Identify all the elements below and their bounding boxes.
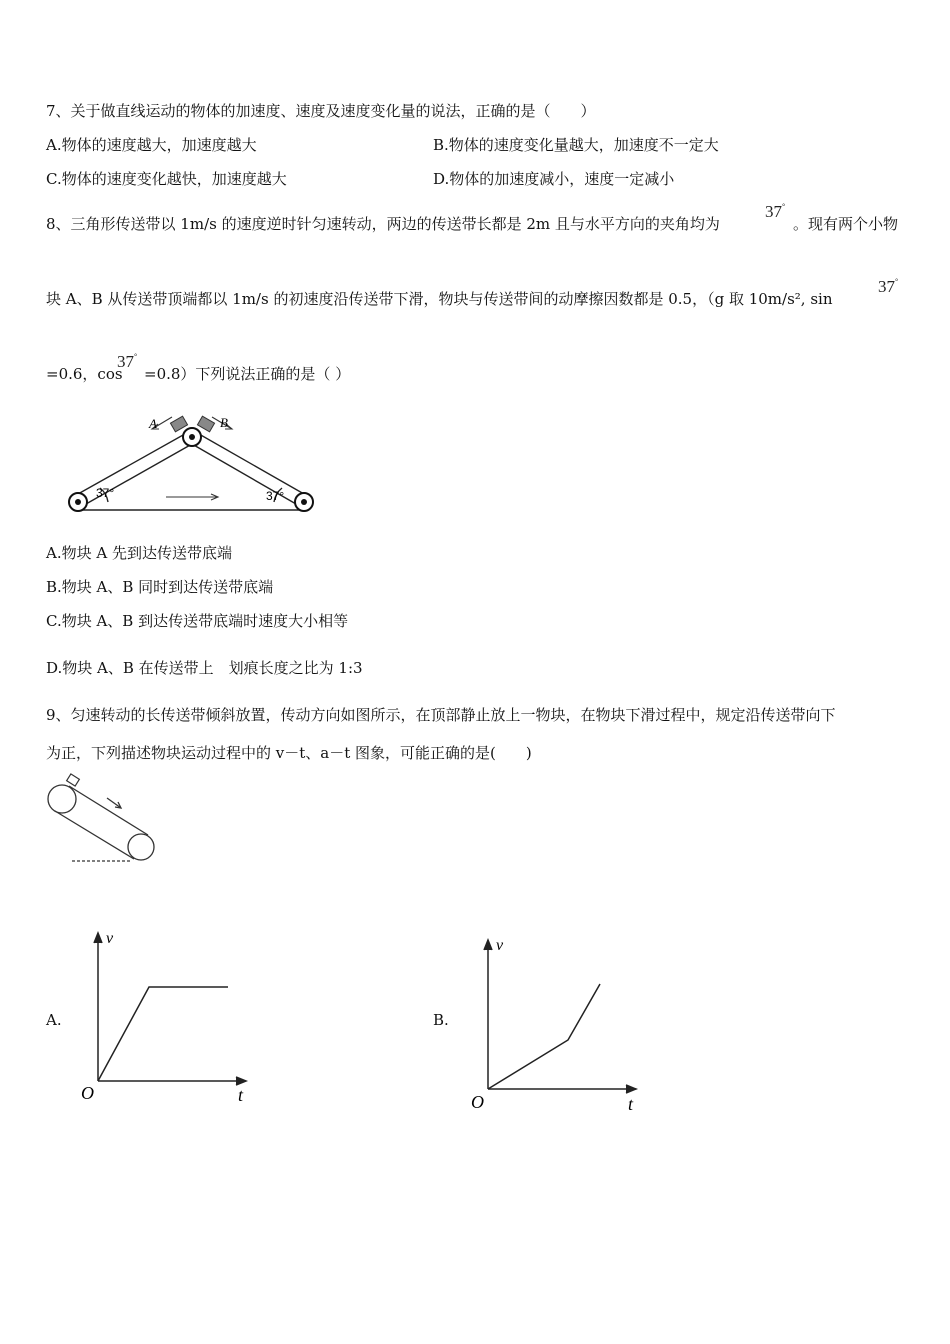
y-arrow-icon xyxy=(94,933,102,943)
angle-value: 37 xyxy=(117,352,134,371)
axis-y-label: v xyxy=(106,930,114,947)
right-pulley-icon xyxy=(295,493,313,511)
q8-option-c: C.物块 A、B 到达传送带底端时速度大小相等 xyxy=(46,612,349,630)
angle-right-label: 37° xyxy=(266,489,285,503)
q8-option-a: A.物块 A 先到达传送带底端 xyxy=(46,544,232,562)
angle-value: 37 xyxy=(765,202,782,221)
q8-angle-1: 37° xyxy=(765,202,786,221)
right-belt-upper xyxy=(192,430,304,494)
q9-line1: 9、匀速转动的长传送带倾斜放置，传动方向如图所示，在顶部静止放上一物块，在物块下滑过程中，规定沿传送带向下 xyxy=(46,706,836,724)
q8-option-d: D.物块 A、B 在传送带上 划痕长度之比为 1:3 xyxy=(46,659,363,677)
q9-incline-figure xyxy=(44,772,160,864)
belt-bottom xyxy=(55,811,134,859)
q8-line3-b: =0.8）下列说法正确的是（ ） xyxy=(144,365,351,383)
x-arrow-icon xyxy=(236,1077,246,1085)
origin-label: O xyxy=(81,1083,94,1103)
q7-option-b: B.物体的速度变化量越大，加速度不一定大 xyxy=(433,136,719,154)
upper-roller-icon xyxy=(48,785,76,813)
q7-option-a: A.物体的速度越大，加速度越大 xyxy=(46,136,257,154)
q9-line2: 为正，下列描述物块运动过程中的 v－t、a－t 图象，可能正确的是( ) xyxy=(46,744,532,762)
q8-line3-a: =0.6，cos xyxy=(46,365,123,383)
axis-x-label: t xyxy=(628,1094,634,1114)
angle-left-label: 37° xyxy=(96,486,115,500)
angle-value: 37 xyxy=(878,277,895,296)
axis-y-label: v xyxy=(496,937,504,954)
lower-roller-icon xyxy=(128,834,154,860)
q8-line1-end: 。现有两个小物 xyxy=(793,215,899,233)
y-arrow-icon xyxy=(484,940,492,950)
q9-graph-a xyxy=(78,925,258,1105)
q8-option-b: B.物块 A、B 同时到达传送带底端 xyxy=(46,578,274,596)
q8-line1 xyxy=(46,214,720,234)
graph-b-curve xyxy=(488,984,600,1089)
label-a: A xyxy=(149,416,157,431)
axis-x-label: t xyxy=(238,1085,244,1105)
q8-angle-2: 37° xyxy=(878,277,899,296)
q8-conveyor-figure xyxy=(60,408,330,518)
q8-angle-3: 37° xyxy=(117,352,138,371)
q8-line2: 块 A、B 从传送带顶端都以 1m/s 的初速度沿传送带下滑，物块与传送带间的动摩擦因数都是 0.5，（g 取 10m/s², sin xyxy=(46,290,833,308)
left-pulley-icon xyxy=(69,493,87,511)
graph-a-curve xyxy=(98,987,228,1081)
block xyxy=(67,774,80,786)
q9-option-a-label: A. xyxy=(46,1011,62,1029)
q8-line3 xyxy=(46,364,123,384)
top-pulley-icon xyxy=(183,428,201,446)
q7-stem: 7、关于做直线运动的物体的加速度、速度及速度变化量的说法，正确的是（ ） xyxy=(46,102,596,120)
q9-option-b-label: B. xyxy=(433,1011,449,1029)
label-b: B xyxy=(220,415,228,430)
block-a xyxy=(170,416,187,432)
belt-top xyxy=(69,786,148,835)
q8-line1-text: 8、三角形传送带以 1m/s 的速度逆时针匀速转动，两边的传送带长都是 2m 且与水平方向的夹角均为 xyxy=(46,215,720,233)
x-arrow-icon xyxy=(626,1085,636,1093)
block-b xyxy=(197,416,214,432)
q7-option-c: C.物体的速度变化越快，加速度越大 xyxy=(46,170,287,188)
q7-option-d: D.物体的加速度减小，速度一定减小 xyxy=(433,170,675,188)
q9-graph-b xyxy=(468,932,648,1117)
origin-label: O xyxy=(471,1092,484,1112)
left-belt-upper xyxy=(78,430,192,494)
